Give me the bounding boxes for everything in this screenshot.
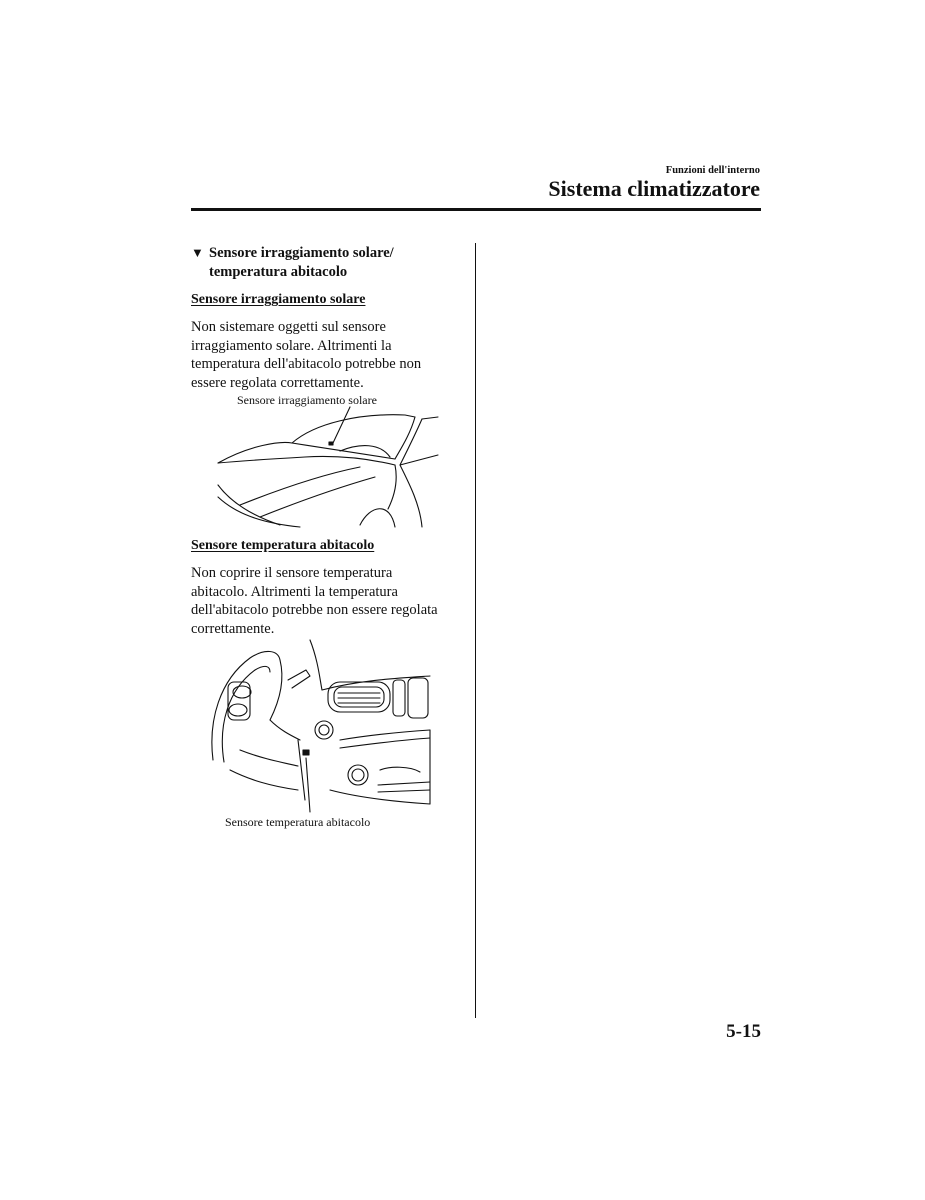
section-heading-line2: temperatura abitacolo	[209, 264, 348, 280]
cabin-sensor-subheading: Sensore temperatura abitacolo	[191, 538, 375, 553]
column-divider	[475, 243, 476, 1018]
cabin-sensor-paragraph	[191, 564, 471, 638]
chapter-label: Funzioni dell'interno	[665, 165, 760, 176]
paragraph-line: temperatura dell'abitacolo potrebbe non	[191, 356, 422, 372]
paragraph-line: essere regolata correttamente.	[191, 374, 364, 391]
solar-sensor-figure-caption: Sensore irraggiamento solare	[237, 393, 377, 407]
triangle-marker-icon: ▼	[191, 245, 204, 260]
cabin-sensor-figure-caption: Sensore temperatura abitacolo	[225, 815, 371, 829]
solar-sensor-paragraph	[191, 318, 471, 392]
header-divider	[191, 208, 761, 211]
car-windshield-illustration	[210, 405, 440, 527]
solar-sensor-subheading: Sensore irraggiamento solare	[191, 292, 366, 307]
section-heading-line1: Sensore irraggiamento solare/	[209, 245, 394, 261]
paragraph-line: correttamente.	[191, 620, 275, 637]
section-heading	[191, 243, 461, 282]
paragraph-line: irraggiamento solare. Altrimenti la	[191, 337, 392, 354]
paragraph-line: Non sistemare oggetti sul sensore	[191, 319, 386, 335]
paragraph-line: dell'abitacolo potrebbe non essere regolata	[191, 602, 438, 618]
page-title: Sistema climatizzatore	[548, 176, 760, 201]
paragraph-line: Non coprire il sensore temperatura	[191, 565, 393, 581]
dashboard-illustration	[210, 640, 432, 812]
page-number: 5-15	[726, 1021, 761, 1042]
paragraph-line: abitacolo. Altrimenti la temperatura	[191, 583, 398, 600]
